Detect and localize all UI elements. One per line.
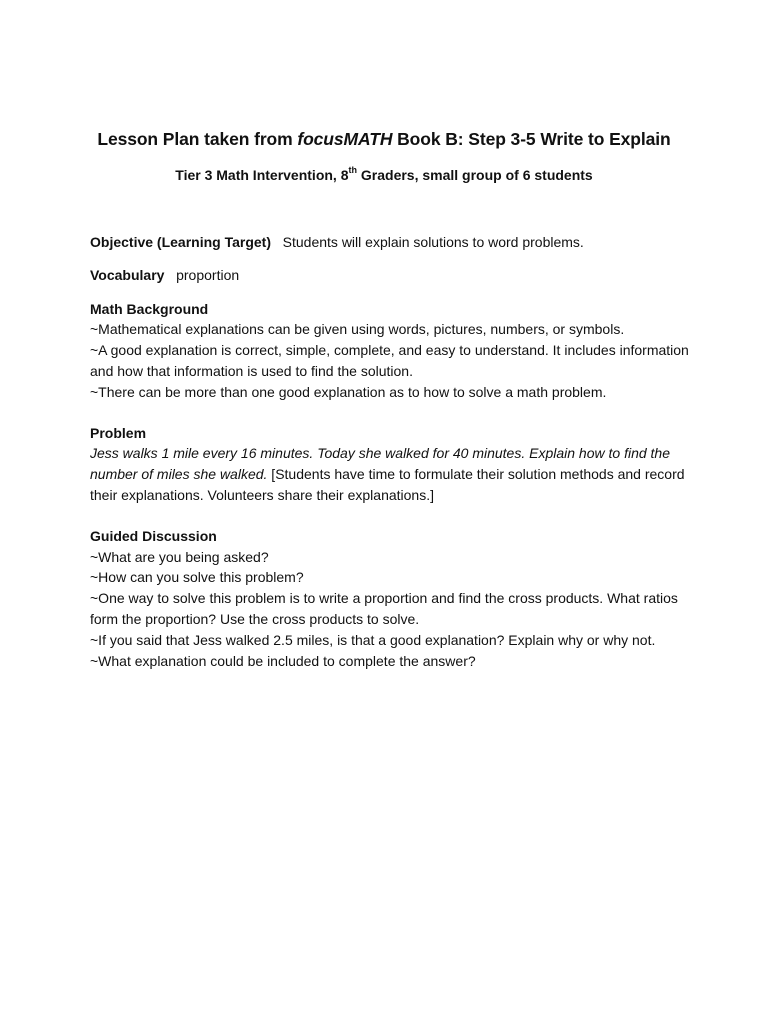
math-background-line: ~Mathematical explanations can be given using words, pictures, numbers, or symbols.: [90, 321, 625, 338]
title-prefix: Lesson Plan taken from: [97, 129, 298, 149]
objective-text: Students will explain solutions to word problems.: [282, 234, 584, 250]
vocabulary-label: Vocabulary: [90, 266, 165, 283]
subtitle-prefix: Tier 3 Math Intervention, 8: [175, 167, 349, 183]
vocabulary-text: proportion: [176, 266, 240, 283]
guided-discussion-line: ~What are you being asked?: [90, 548, 269, 565]
guided-discussion-line: ~What explanation could be included to complete the answer?: [90, 652, 476, 669]
problem-text: [90, 443, 690, 505]
math-background-line: ~There can be more than one good explanation as to how to solve a math problem.: [90, 383, 607, 400]
math-background-line: ~A good explanation is correct, simple, complete, and easy to understand. It includes information and how that information is used to find the solution.: [90, 342, 689, 379]
problem-heading: Problem: [90, 424, 147, 441]
objective-section: [90, 232, 690, 253]
title-book-name: focusMATH: [297, 129, 393, 149]
guided-discussion-line: ~If you said that Jess walked 2.5 miles, is that a good explanation? Explain why or why not.: [90, 631, 656, 648]
problem-instructions: [Students have time to formulate their solution methods and record their explanations. Volunteers share their explanations.]: [90, 466, 685, 503]
page-subtitle: [0, 167, 768, 183]
objective-label: Objective (Learning Target): [90, 234, 271, 250]
guided-discussion-line: ~One way to solve this problem is to write a proportion and find the cross products. What ratios form the proportion? Use the cross products to solve.: [90, 590, 678, 627]
guided-discussion-line: ~How can you solve this problem?: [90, 569, 304, 586]
guided-discussion-heading: Guided Discussion: [90, 527, 217, 544]
problem-statement: Jess walks 1 mile every 16 minutes. Today she walked for 40 minutes. Explain how to find the number of miles she walked.: [90, 445, 670, 483]
subtitle-suffix: Graders, small group of 6 students: [357, 167, 593, 183]
title-suffix: Book B: Step 3-5 Write to Explain: [392, 129, 671, 149]
lesson-content: [90, 232, 690, 671]
subtitle-superscript: th: [348, 165, 357, 176]
math-background-heading: Math Background: [90, 300, 209, 317]
page-title: [0, 129, 768, 150]
vocabulary-section: [90, 265, 690, 286]
